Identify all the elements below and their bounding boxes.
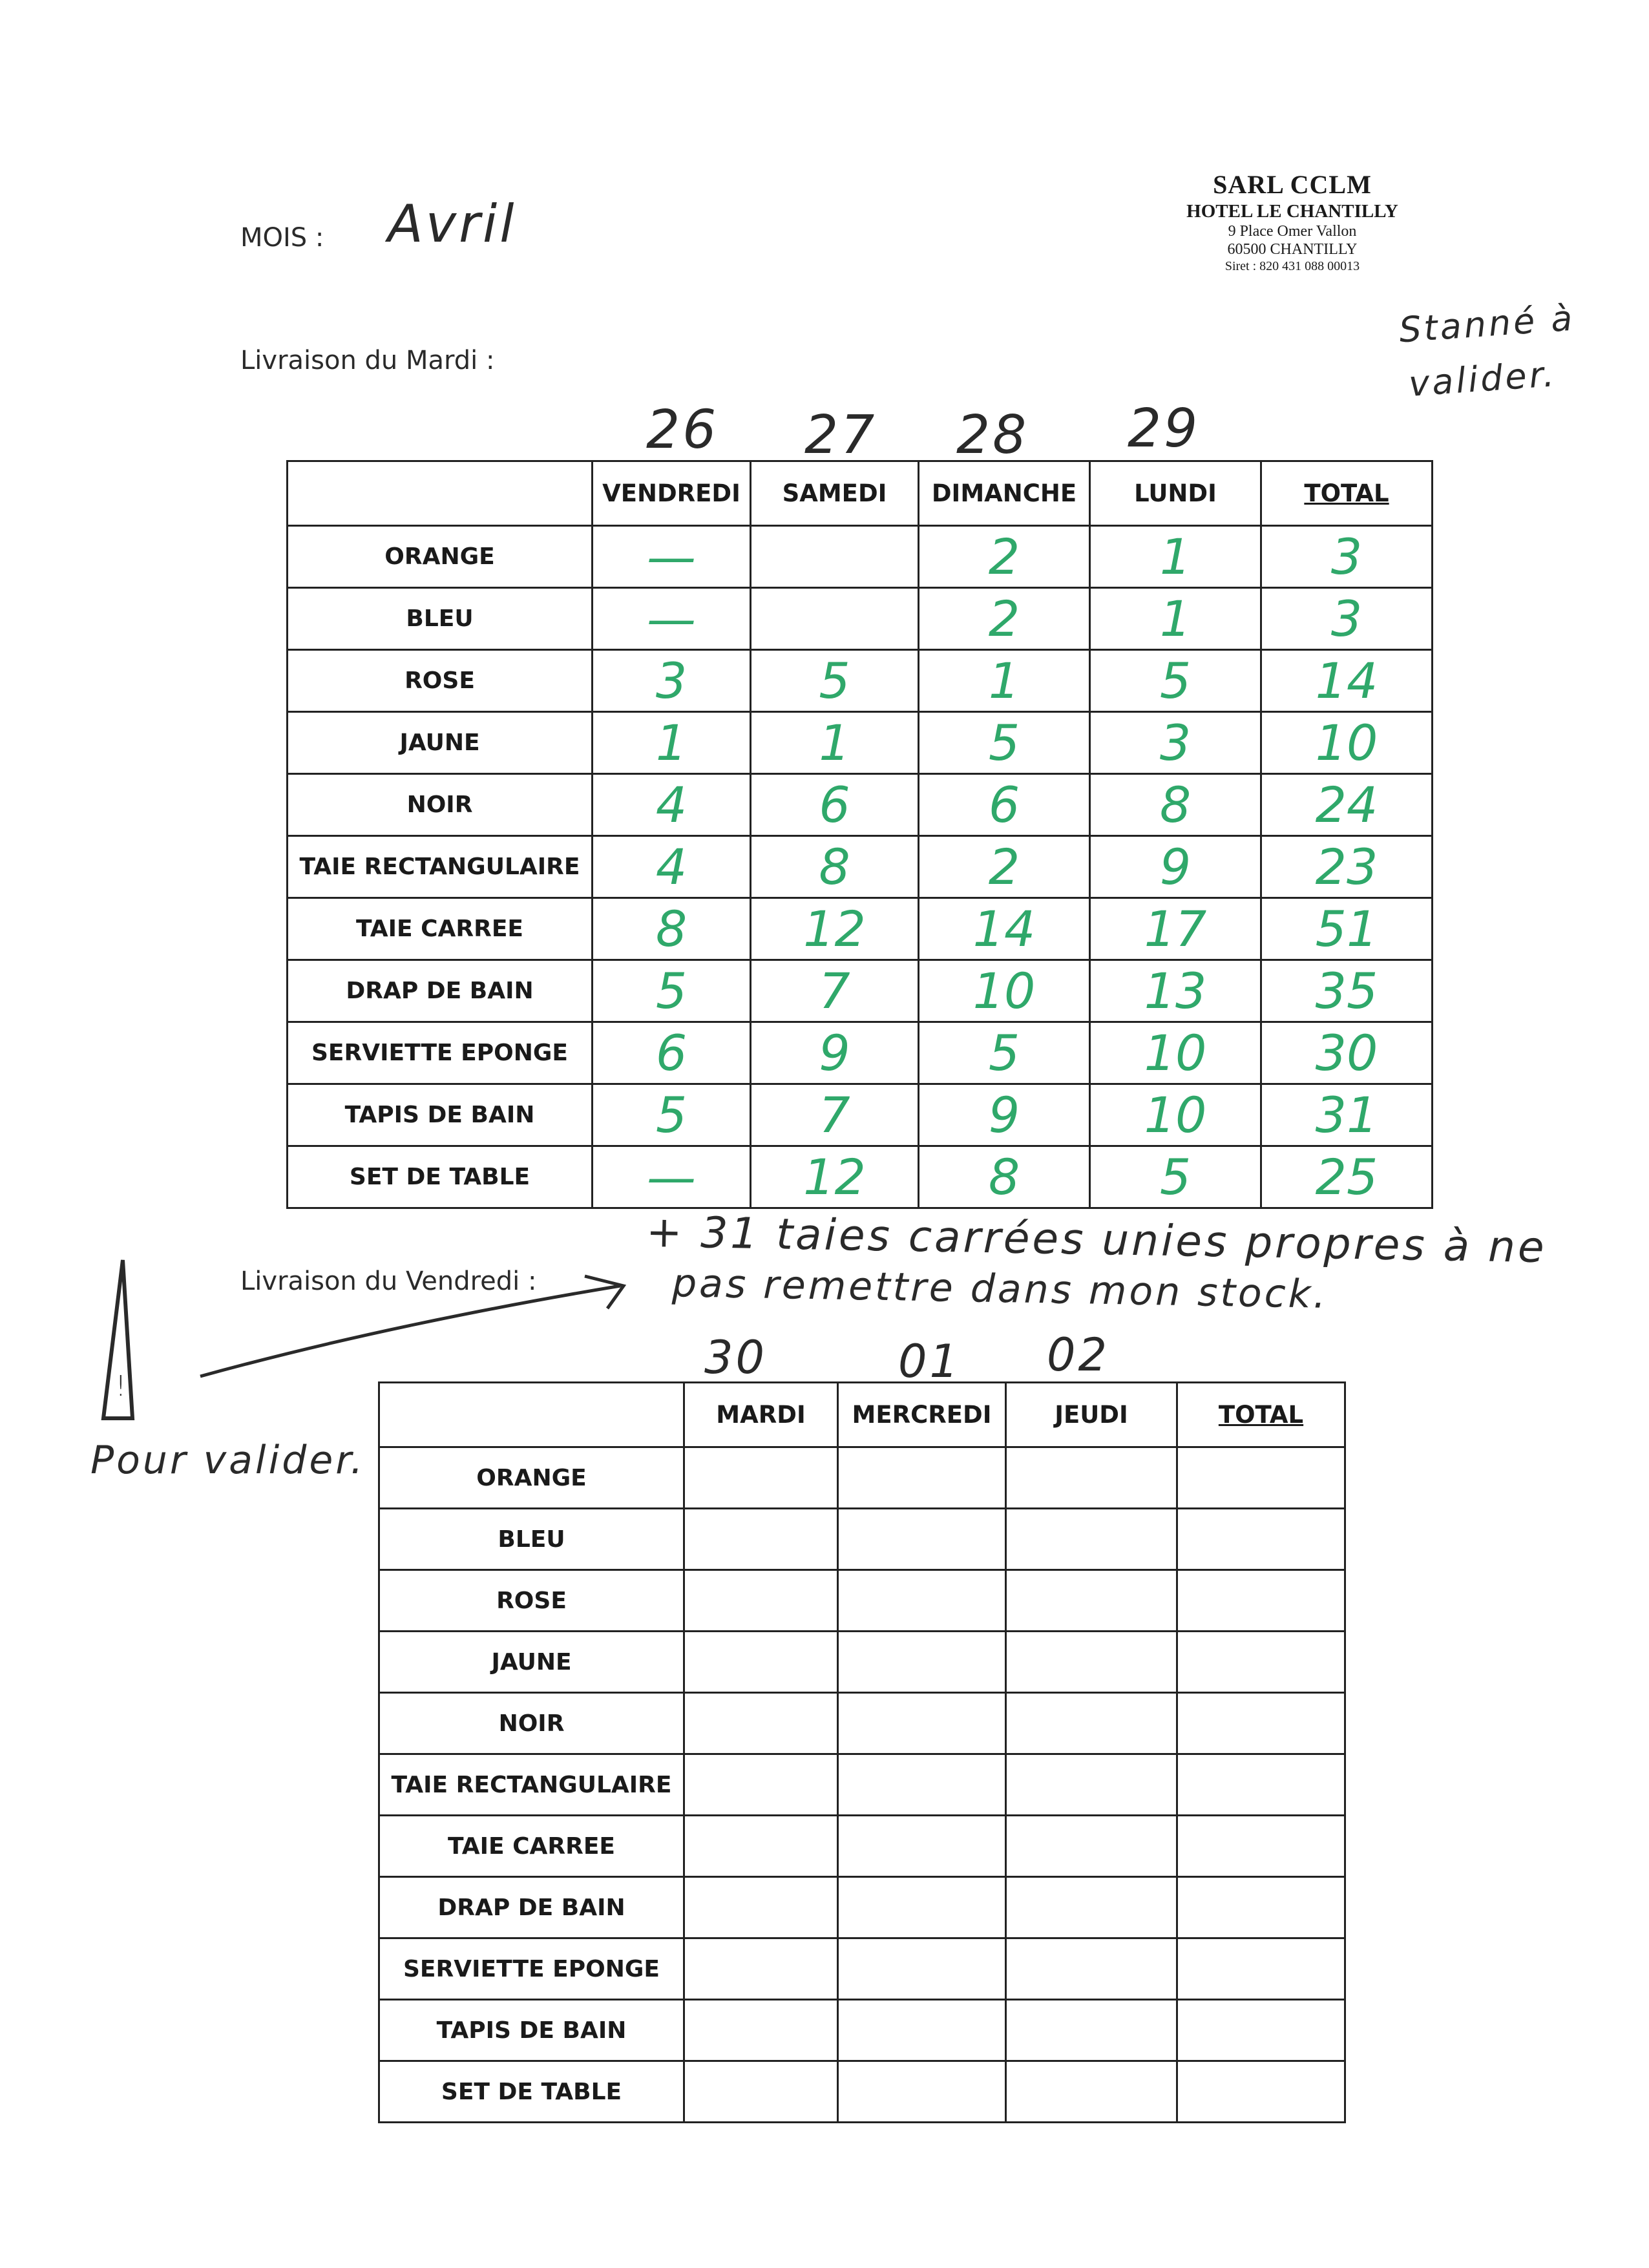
table-row bbox=[379, 1693, 1345, 1754]
cell-value: 5 bbox=[593, 960, 751, 1022]
table-row bbox=[379, 1816, 1345, 1877]
table-row bbox=[288, 712, 1433, 774]
date-01: 01 bbox=[898, 1335, 961, 1388]
cell-value: — bbox=[593, 1146, 751, 1208]
cell-value bbox=[838, 2061, 1006, 2123]
row-label: JAUNE bbox=[288, 712, 593, 774]
row-label: BLEU bbox=[379, 1509, 684, 1570]
cell-value bbox=[684, 1693, 838, 1754]
cell-value bbox=[838, 1509, 1006, 1570]
cell-value bbox=[1177, 1877, 1345, 1938]
delivery-table-vendredi bbox=[378, 1381, 1346, 2123]
cell-value: 3 bbox=[1261, 588, 1433, 650]
arrow-head-icon bbox=[585, 1276, 624, 1308]
row-label: SET DE TABLE bbox=[288, 1146, 593, 1208]
cell-value: 5 bbox=[919, 712, 1090, 774]
row-label: ORANGE bbox=[379, 1447, 684, 1509]
total-label: TOTAL bbox=[1218, 1401, 1304, 1429]
table-row bbox=[288, 1022, 1433, 1084]
cell-value bbox=[1006, 2000, 1177, 2061]
cell-value bbox=[1006, 1509, 1177, 1570]
section1-title: Livraison du Mardi : bbox=[240, 346, 495, 375]
cell-value: 6 bbox=[751, 774, 919, 836]
table-row bbox=[288, 650, 1433, 712]
cell-value bbox=[838, 2000, 1006, 2061]
company-address: 9 Place Omer Vallon bbox=[1228, 223, 1357, 240]
col-header-mercredi: MERCREDI bbox=[838, 1383, 1006, 1447]
cell-value bbox=[838, 1570, 1006, 1632]
cell-value: 5 bbox=[593, 1084, 751, 1146]
arrow-line bbox=[200, 1286, 620, 1376]
cell-value bbox=[1006, 1816, 1177, 1877]
row-label: NOIR bbox=[288, 774, 593, 836]
cell-value: 23 bbox=[1261, 836, 1433, 898]
table-row bbox=[288, 774, 1433, 836]
cell-value: 13 bbox=[1090, 960, 1261, 1022]
cell-value bbox=[838, 1693, 1006, 1754]
cell-value bbox=[838, 1938, 1006, 2000]
row-label: NOIR bbox=[379, 1693, 684, 1754]
handwritten-pour-valider: Pour valider. bbox=[90, 1438, 366, 1483]
cell-value bbox=[1177, 1693, 1345, 1754]
cell-value: 8 bbox=[593, 898, 751, 960]
cell-value: 10 bbox=[1090, 1084, 1261, 1146]
cell-value: 17 bbox=[1090, 898, 1261, 960]
row-label: DRAP DE BAIN bbox=[379, 1877, 684, 1938]
cell-value: 9 bbox=[1090, 836, 1261, 898]
cell-value bbox=[1006, 1632, 1177, 1693]
table-row bbox=[379, 1754, 1345, 1816]
cell-value bbox=[838, 1632, 1006, 1693]
row-label: SERVIETTE EPONGE bbox=[288, 1022, 593, 1084]
col-header-total bbox=[1261, 461, 1433, 526]
table-row bbox=[379, 1877, 1345, 1938]
cell-value: 10 bbox=[919, 960, 1090, 1022]
date-30: 30 bbox=[704, 1331, 768, 1384]
cell-value: 14 bbox=[1261, 650, 1433, 712]
row-label: TAIE CARREE bbox=[379, 1816, 684, 1877]
cell-value: 3 bbox=[1090, 712, 1261, 774]
month-label: MOIS : bbox=[240, 223, 324, 253]
cell-value bbox=[684, 2061, 838, 2123]
cell-value: 3 bbox=[1261, 526, 1433, 588]
cell-value: 8 bbox=[1090, 774, 1261, 836]
section2-title: Livraison du Vendredi : bbox=[240, 1266, 537, 1296]
cell-value bbox=[1177, 1816, 1345, 1877]
cell-value bbox=[1006, 1938, 1177, 2000]
cell-value: 30 bbox=[1261, 1022, 1433, 1084]
cell-value bbox=[1177, 1570, 1345, 1632]
cell-value: 1 bbox=[751, 712, 919, 774]
table-row bbox=[288, 836, 1433, 898]
cell-value bbox=[1177, 1754, 1345, 1816]
cell-value: 4 bbox=[593, 836, 751, 898]
cell-value bbox=[684, 1938, 838, 2000]
cell-value bbox=[684, 1447, 838, 1509]
cell-value: 6 bbox=[593, 1022, 751, 1084]
table-row bbox=[288, 1084, 1433, 1146]
cell-value: 14 bbox=[919, 898, 1090, 960]
table-row bbox=[288, 588, 1433, 650]
cell-value: 7 bbox=[751, 1084, 919, 1146]
cell-value: 25 bbox=[1261, 1146, 1433, 1208]
cell-value: 31 bbox=[1261, 1084, 1433, 1146]
table-row bbox=[288, 1146, 1433, 1208]
cell-value bbox=[838, 1447, 1006, 1509]
col-header-lundi: LUNDI bbox=[1090, 461, 1261, 526]
cell-value bbox=[838, 1877, 1006, 1938]
table-row bbox=[288, 898, 1433, 960]
cell-value: 12 bbox=[751, 1146, 919, 1208]
cell-value bbox=[684, 1877, 838, 1938]
cell-value: 12 bbox=[751, 898, 919, 960]
cell-value bbox=[1006, 2061, 1177, 2123]
hotel-name: HOTEL LE CHANTILLY bbox=[1186, 201, 1398, 222]
table-row bbox=[379, 2000, 1345, 2061]
cell-value bbox=[1177, 2000, 1345, 2061]
table-row bbox=[288, 526, 1433, 588]
cell-value: 1 bbox=[593, 712, 751, 774]
cell-value: 7 bbox=[751, 960, 919, 1022]
cell-value: 2 bbox=[919, 836, 1090, 898]
date-28: 28 bbox=[956, 404, 1029, 466]
cell-value: 2 bbox=[919, 526, 1090, 588]
row-label: TAIE CARREE bbox=[288, 898, 593, 960]
cell-value bbox=[684, 1632, 838, 1693]
row-label: TAPIS DE BAIN bbox=[379, 2000, 684, 2061]
cell-value bbox=[1177, 2061, 1345, 2123]
header-empty-cell bbox=[379, 1383, 684, 1447]
cell-value: 35 bbox=[1261, 960, 1433, 1022]
handwritten-note-line2: pas remettre dans mon stock. bbox=[671, 1261, 1329, 1318]
table-row bbox=[379, 2061, 1345, 2123]
cell-value: 24 bbox=[1261, 774, 1433, 836]
cell-value: — bbox=[593, 526, 751, 588]
date-02: 02 bbox=[1047, 1328, 1110, 1381]
cell-value: 1 bbox=[919, 650, 1090, 712]
cell-value: 10 bbox=[1090, 1022, 1261, 1084]
col-header-vendredi: VENDREDI bbox=[593, 461, 751, 526]
cell-value bbox=[1006, 1447, 1177, 1509]
cell-value: 5 bbox=[1090, 650, 1261, 712]
cell-value bbox=[684, 1816, 838, 1877]
col-header-mardi: MARDI bbox=[684, 1383, 838, 1447]
cell-value bbox=[1177, 1938, 1345, 2000]
row-label: TAIE RECTANGULAIRE bbox=[379, 1754, 684, 1816]
cell-value bbox=[684, 1570, 838, 1632]
row-label: SET DE TABLE bbox=[379, 2061, 684, 2123]
cell-value: 51 bbox=[1261, 898, 1433, 960]
date-26: 26 bbox=[646, 399, 719, 461]
cell-value: 3 bbox=[593, 650, 751, 712]
cell-value: 9 bbox=[919, 1084, 1090, 1146]
row-label: TAPIS DE BAIN bbox=[288, 1084, 593, 1146]
table-row bbox=[288, 960, 1433, 1022]
cell-value: 10 bbox=[1261, 712, 1433, 774]
cell-value bbox=[838, 1754, 1006, 1816]
month-value: Avril bbox=[388, 194, 517, 254]
cell-value: 2 bbox=[919, 588, 1090, 650]
cell-value bbox=[1006, 1877, 1177, 1938]
handwritten-note-line1: + 31 taies carrées unies propres à ne bbox=[646, 1206, 1548, 1273]
col-header-samedi: SAMEDI bbox=[751, 461, 919, 526]
header-empty-cell bbox=[288, 461, 593, 526]
row-label: SERVIETTE EPONGE bbox=[379, 1938, 684, 2000]
row-label: ROSE bbox=[379, 1570, 684, 1632]
note-top-right-line1: Stanné à bbox=[1398, 297, 1577, 351]
row-label: BLEU bbox=[288, 588, 593, 650]
cell-value: 4 bbox=[593, 774, 751, 836]
cell-value: 5 bbox=[919, 1022, 1090, 1084]
row-label: ORANGE bbox=[288, 526, 593, 588]
cell-value bbox=[1177, 1632, 1345, 1693]
cell-value: 1 bbox=[1090, 588, 1261, 650]
delivery-table-mardi bbox=[286, 460, 1433, 1209]
row-label: DRAP DE BAIN bbox=[288, 960, 593, 1022]
table-row bbox=[379, 1938, 1345, 2000]
cell-value bbox=[1177, 1509, 1345, 1570]
cell-value bbox=[751, 526, 919, 588]
cell-value: 6 bbox=[919, 774, 1090, 836]
cell-value bbox=[684, 1509, 838, 1570]
row-label: ROSE bbox=[288, 650, 593, 712]
cell-value: — bbox=[593, 588, 751, 650]
col-header-total bbox=[1177, 1383, 1345, 1447]
cell-value bbox=[1006, 1693, 1177, 1754]
col-header-jeudi: JEUDI bbox=[1006, 1383, 1177, 1447]
row-label: JAUNE bbox=[379, 1632, 684, 1693]
cell-value: 8 bbox=[751, 836, 919, 898]
cell-value bbox=[1177, 1447, 1345, 1509]
cell-value: 9 bbox=[751, 1022, 919, 1084]
company-city: 60500 CHANTILLY bbox=[1227, 241, 1358, 258]
company-name: SARL CCLM bbox=[1213, 170, 1372, 199]
table-row bbox=[379, 1447, 1345, 1509]
company-block bbox=[1098, 169, 1486, 274]
cell-value bbox=[751, 588, 919, 650]
col-header-dimanche: DIMANCHE bbox=[919, 461, 1090, 526]
row-label: TAIE RECTANGULAIRE bbox=[288, 836, 593, 898]
exclamation-mark: ! bbox=[115, 1370, 129, 1403]
note-top-right-line2: valider. bbox=[1407, 353, 1558, 404]
cell-value bbox=[1006, 1754, 1177, 1816]
table-row bbox=[379, 1570, 1345, 1632]
cell-value: 1 bbox=[1090, 526, 1261, 588]
cell-value bbox=[1006, 1570, 1177, 1632]
cell-value: 5 bbox=[1090, 1146, 1261, 1208]
cell-value bbox=[838, 1816, 1006, 1877]
company-siret: Siret : 820 431 088 00013 bbox=[1224, 259, 1360, 273]
total-label: TOTAL bbox=[1304, 479, 1389, 507]
date-29: 29 bbox=[1128, 398, 1201, 459]
cell-value bbox=[684, 2000, 838, 2061]
date-27: 27 bbox=[804, 404, 877, 466]
cell-value: 8 bbox=[919, 1146, 1090, 1208]
table-row bbox=[379, 1509, 1345, 1570]
cell-value: 5 bbox=[751, 650, 919, 712]
cell-value bbox=[684, 1754, 838, 1816]
table-row bbox=[379, 1632, 1345, 1693]
